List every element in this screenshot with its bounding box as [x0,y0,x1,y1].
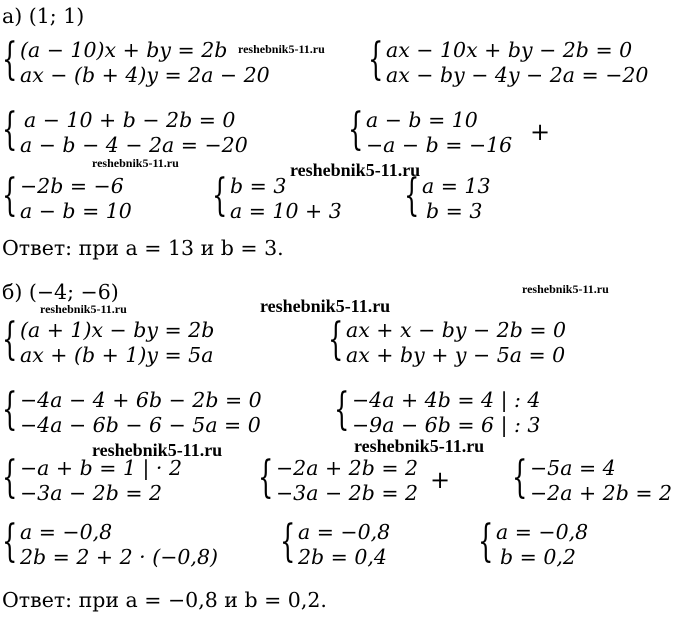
brace-icon: { [2,34,18,85]
part-a-label: а) [2,4,23,28]
brace-icon: { [404,170,420,221]
equation: (a + 1)x − by = 2b [20,318,215,342]
brace-icon: { [280,516,296,567]
brace-icon: { [2,314,18,365]
equation: a − b = 10 [20,199,132,223]
equation: −a + b = 1 | · 2 [20,456,182,480]
part-a-pair: (1; 1) [28,4,85,28]
equation: 2b = 0,4 [298,545,387,569]
brace-icon: { [258,452,274,503]
equation: a = 13 [422,174,491,198]
equation: ax − 10x + by − 2b = 0 [386,38,633,62]
brace-icon: { [2,516,18,567]
equation: −4a + 4b = 4 | : 4 [352,388,541,412]
brace-icon: { [334,384,350,435]
watermark: reshebnik5-11.ru [40,302,127,316]
equation: −3a − 2b = 2 [276,481,419,505]
equation: −2a + 2b = 2 [530,481,673,505]
equation: a = −0,8 [20,520,113,544]
answer-a: Ответ: при a = 13 и b = 3. [2,236,284,260]
watermark: reshebnik5-11.ru [92,440,223,460]
part-b-label: б) [2,280,23,304]
equation: ax − (b + 4)y = 2a − 20 [20,63,270,87]
brace-icon: { [348,104,364,155]
equation: (a − 10)x + by = 2b [20,38,228,62]
equation: −3a − 2b = 2 [20,481,163,505]
equation: a = 10 + 3 [230,199,342,223]
equation: a = −0,8 [298,520,391,544]
brace-icon: { [2,104,18,155]
equation: −9a − 6b = 6 | : 3 [352,413,541,437]
watermark: reshebnik5-11.ru [522,282,609,296]
equation: 2b = 2 + 2 · (−0,8) [20,545,218,569]
brace-icon: { [2,452,18,503]
part-b-pair: (−4; −6) [28,280,119,304]
equation: b = 3 [426,199,483,223]
equation: ax − by − 4y − 2a = −20 [386,63,649,87]
equation: a − b − 4 − 2a = −20 [20,133,248,157]
watermark: reshebnik5-11.ru [290,160,421,180]
brace-icon: { [2,384,18,435]
equation: b = 3 [230,174,287,198]
equation: b = 0,2 [500,545,576,569]
answer-b: Ответ: при a = −0,8 и b = 0,2. [2,588,327,612]
brace-icon: { [512,452,528,503]
plus-sign: + [430,466,451,494]
watermark: reshebnik5-11.ru [354,436,485,456]
part-a-header [2,4,84,28]
equation: a = −0,8 [496,520,589,544]
equation: −2a + 2b = 2 [276,456,419,480]
equation: −4a − 4 + 6b − 2b = 0 [20,388,262,412]
brace-icon: { [212,170,228,221]
equation: −a − b = −16 [366,133,513,157]
plus-sign: + [530,118,551,146]
brace-icon: { [2,170,18,221]
equation: ax + (b + 1)y = 5a [20,343,214,367]
equation: −2b = −6 [20,174,124,198]
brace-icon: { [478,516,494,567]
brace-icon: { [328,314,344,365]
equation: ax + by + y − 5a = 0 [346,343,566,367]
equation: a − b = 10 [366,108,478,132]
equation: a − 10 + b − 2b = 0 [24,108,236,132]
watermark: reshebnik5-11.ru [260,296,391,316]
part-b-header [2,280,119,304]
watermark: reshebnik5-11.ru [92,156,179,170]
brace-icon: { [368,34,384,85]
equation: ax + x − by − 2b = 0 [346,318,567,342]
equation: −4a − 6b − 6 − 5a = 0 [20,413,261,437]
watermark: reshebnik5-11.ru [238,42,325,56]
equation: −5a = 4 [530,456,616,480]
